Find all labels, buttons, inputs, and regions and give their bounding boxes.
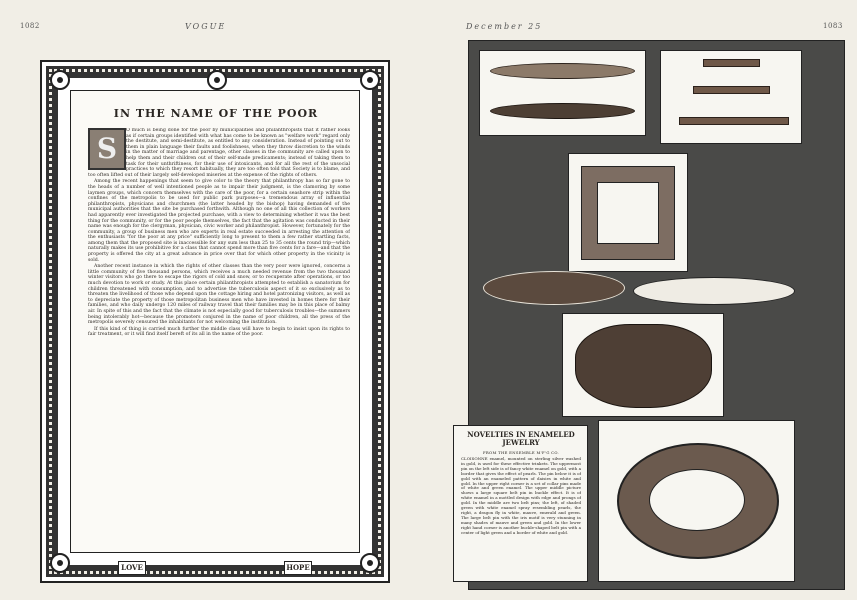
buckle-opening [649,469,745,531]
green-belt-pin [483,271,625,305]
ornament-roundel-icon [50,553,70,573]
pearl-border-pin [490,63,635,79]
caption-box [453,425,588,582]
dragonfly-brooch-icon [633,277,795,305]
article-paragraph: Another recent instance in which the rights of other classes than the very poor were ignored, concerns a little community of five thousand persons, which receives a much needed revenue from the two thousand winter visitors who go there to escape the rigors of cold and snow, or to recuperate after operations, or too much devotion to work or study. At this place certain philanthropists attempted to establish a sanatorium for children threatened with consumption, and to advertise the tuberculosis aspect of it so exclusively as to threaten the livelihood of those who depend upon the cottage hiring and hotel patronizing visitors, as well as to depreciate the property of those metropolitan business men who have invested in homes there for their families, and who daily undergo 120 miles of railway travel that their families may be in this place of balmy air. In spite of this and the fact that the climate is not especially good for tuberculosis troubles—the summers being intolerably hot—because the promoters conjured in the name of poor children, all the press of the metropolis severely censured the inhabitants for not welcoming the institution. [88,264,350,326]
ornament-roundel-icon [207,70,227,90]
buckle-opening [597,182,659,244]
caption-title: NOVELTIES IN ENAMELED JEWELRY [467,430,575,447]
square-buckle-photo [568,153,688,272]
collar-pin [703,59,760,67]
collar-pin [679,117,789,125]
article-paragraph: Among the recent happenings that seem to give color to the theory that philanthropy has so far gone to the heads of a number of well intentioned people as to impair their judgment, is the clamoring by some laymen groups, which concern themselves with the care of the poor, for a certain seashore strip within the confines of the metropolis to be used for public park purposes—a tremendous array of influential philanthropists, physicians and churchmen (the latter headed by the bishop) having demanded of the municipal authorities that the site be purchased forthwith. Although no one of all this collection of workers had apparently ever investigated the projected purchase, with a view to determining whether it was the best thing for the community, or for the poor people themselves, the fact that the agitation was conducted in their name was enough for the clergyman, physician, civic worker and philanthropist. However, fortunately for the community, a group of business men who are experts in real estate succeeded in arresting the attention of the enthusiasts "for the poor at any price" sufficiently long to present to them a few rather startling facts, among them that the proposed site is inaccessible for any sum less than 25 to 35 cents the round trip—which naturally makes its use prohibitive for a class that cannot spend more than five cents for a fare—and that the property is offered the city at a great advance in price over that for which other property in the vicinity is sold. [88,179,350,263]
daisy-pin [490,103,635,119]
drop-cap-illustration: S [88,128,126,170]
running-head-vogue: VOGUE [185,22,227,31]
collar-pins-photo [660,50,802,144]
article-paragraph: If this kind of thing is carried much further the middle class will have to begin to insist upon its rights to fair treatment, or it will find itself bereft of its all in the name of the poor. [88,326,350,338]
page-number-left: 1082 [20,22,40,30]
caption-text: CLOISONNE enamel, mounted on sterling silver washed in gold, is used for these effective trinkets. The uppermost pin on the left side is of fancy white enamel on gold, with a border that gives the effect of pearls. The pin below it is of gold with an enameled pattern of daisies in white and gold. In the upper right corner is a set of collar pins made of white and green enamel. The upper middle picture shows a large square belt pin in buckle effect. It is of white enamel in a mottled design with edge and prongs of gold. In the middle are two belt pins; the left, of shaded green with white enamel spray resembling pearls, the right, a dragon fly in white, mauve, emerald and green. The large belt pin with the iris motif is very stunning in many shades of mauve and green and gold. In the lower right hand corner is another buckle-shaped belt pin with a center of light green and a border of white and gold. [461,457,581,535]
oval-buckle-photo [598,420,795,582]
caption-credit: FROM THE ENSEMBLE M'F'G CO. [482,450,560,455]
ornament-roundel-icon [50,70,70,90]
article-body [88,128,350,513]
article-title: IN THE NAME OF THE POOR [113,107,319,120]
iris-belt-pin-photo [562,313,724,417]
ornament-roundel-icon [360,70,380,90]
collar-pin [693,86,770,94]
frame-tab-love: LOVE [118,561,146,575]
bar-pins-photo [479,50,646,136]
running-head-date: December 25 [466,22,543,31]
iris-belt-pin-icon [575,324,712,408]
frame-tab-hope: HOPE [284,561,312,575]
ornament-roundel-icon [360,553,380,573]
page-number-right: 1083 [823,22,843,30]
article-paragraph: O much is being done for the poor by municipalities and philanthropists that it rather looks as if certain groups identified with what has come to be known as "welfare work" regard only the destitute, and semi-destitute, as entitled to any consideration. Instead of pointing out to them in plain language their faults and foolishness, when they throw discretion to the winds in the matter of marriage and parentage, other classes in the community are called upon to help them and their children out of their self-made predicaments; instead of taking them to task for their unthriftiness, for their use of intoxicants, and for all the rest of the unsocial practices to which they resort habitually, they are too often told that Society is to blame, and too often lifted out of their largely self-developed miseries at the expense of the rights of others. [88,128,350,178]
